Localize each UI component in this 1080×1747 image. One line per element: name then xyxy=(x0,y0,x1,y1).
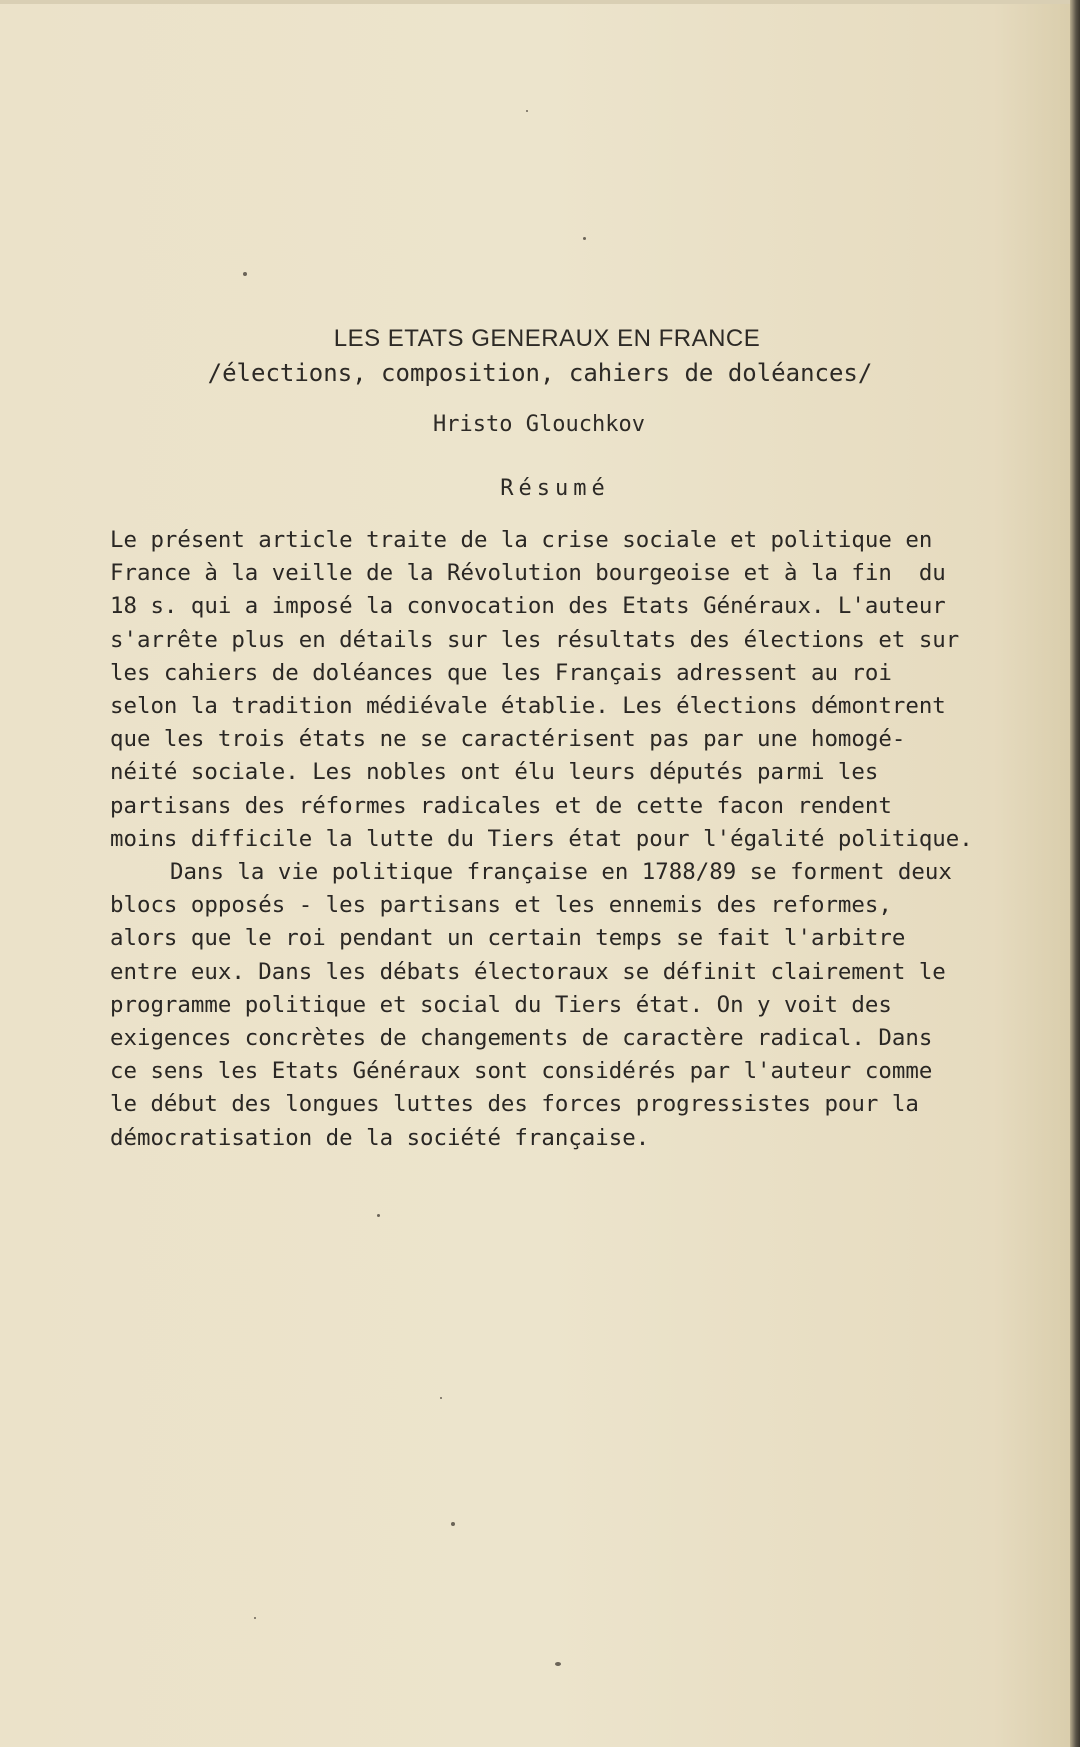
text-line: entre eux. Dans les débats électoraux se définit clairement le xyxy=(110,958,946,985)
text-line: moins difficile la lutte du Tiers état pour l'égalité politique. xyxy=(110,825,973,852)
dust-speck xyxy=(440,1397,442,1399)
dust-speck xyxy=(243,272,247,276)
resume-body xyxy=(110,524,1030,1155)
dust-speck xyxy=(451,1522,455,1526)
text-line: partisans des réformes radicales et de cette facon rendent xyxy=(110,792,892,819)
resume-paragraph-1 xyxy=(110,524,1030,856)
text-line: alors que le roi pendant un certain temps se fait l'arbitre xyxy=(110,925,906,952)
text-line: le début des longues luttes des forces progressistes pour la xyxy=(110,1091,919,1118)
text-line: s'arrête plus en détails sur les résultats des élections et sur xyxy=(110,626,960,653)
article-author: Hristo Glouchkov xyxy=(433,412,645,437)
dust-speck xyxy=(526,110,528,112)
article-subtitle: /élections, composition, cahiers de doléances/ xyxy=(207,359,873,387)
page-right-edge-shadow xyxy=(1070,0,1080,1747)
dust-speck xyxy=(583,237,586,240)
dust-speck xyxy=(254,1617,256,1619)
text-line: néité sociale. Les nobles ont élu leurs députés parmi les xyxy=(110,759,879,786)
text-line: ce sens les Etats Généraux sont considérés par l'auteur comme xyxy=(110,1058,933,1085)
dust-speck xyxy=(377,1214,380,1217)
dust-speck xyxy=(555,1662,561,1666)
text-line: 18 s. qui a imposé la convocation des Etats Généraux. L'auteur xyxy=(110,593,946,620)
article-title: LES ETATS GENERAUX EN FRANCE xyxy=(333,325,761,352)
text-line: les cahiers de doléances que les Français adressent au roi xyxy=(110,659,892,686)
article-header xyxy=(0,322,1080,506)
text-line: que les trois états ne se caractérisent pas par une homogé- xyxy=(110,726,906,753)
text-line: programme politique et social du Tiers état. On y voit des xyxy=(110,991,892,1018)
resume-paragraph-2 xyxy=(110,856,1030,1155)
resume-heading: Résumé xyxy=(500,476,610,501)
text-line: France à la veille de la Révolution bourgeoise et à la fin du xyxy=(110,560,946,587)
text-line: selon la tradition médiévale établie. Les élections démontrent xyxy=(110,693,946,720)
text-line: démocratisation de la société française. xyxy=(110,1124,650,1151)
text-line: exigences concrètes de changements de caractère radical. Dans xyxy=(110,1025,933,1052)
text-line: Dans la vie politique française en 1788/89 se forment deux xyxy=(170,859,952,886)
text-line: Le présent article traite de la crise sociale et politique en xyxy=(110,527,933,553)
text-line: blocs opposés - les partisans et les ennemis des reformes, xyxy=(110,892,892,919)
page-top-edge xyxy=(0,0,1080,4)
